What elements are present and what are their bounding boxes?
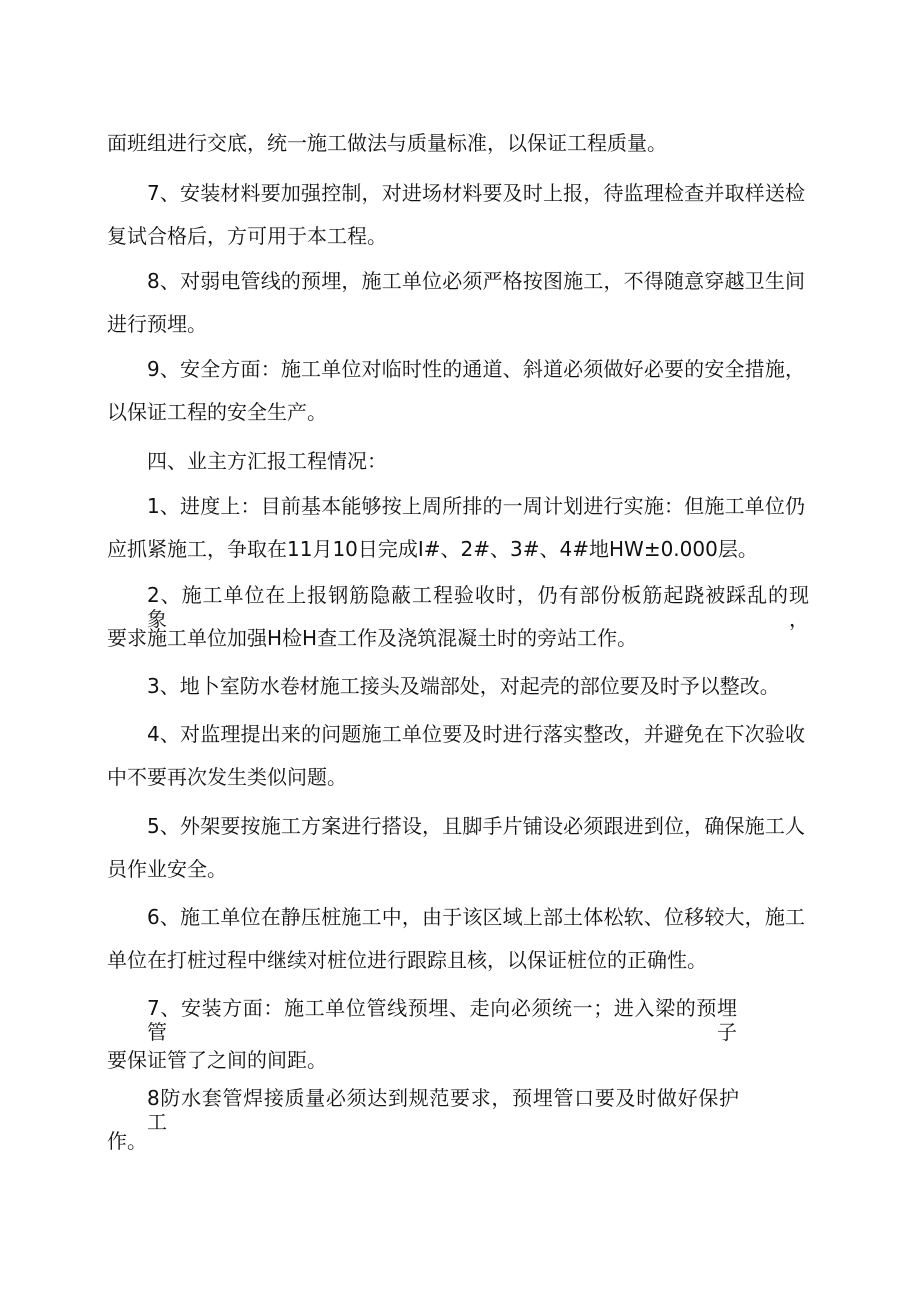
- section-heading: 四、业主方汇报工程情况：: [147, 449, 387, 473]
- text-line: 要求施工单位加强H检H查工作及浇筑混凝土时的旁站工作。: [107, 626, 638, 650]
- text-line: 员作业安全。: [107, 857, 227, 881]
- text-line: 4、对监理提出来的问题施工单位要及时进行落实整改，并避免在下次验收: [147, 722, 805, 746]
- text-line: 以保证工程的安全生产。: [107, 400, 327, 424]
- text-line: 中不要再次发生类似问题。: [107, 765, 347, 789]
- text-line: 面班组进行交底，统一施工做法与质量标准，以保证工程质量。: [107, 131, 667, 155]
- text-line: 单位在打桩过程中继续对桩位进行跟踪且核，以保证桩位的正确性。: [107, 948, 707, 972]
- text-line: 1、进度上：目前基本能够按上周所排的一周计划进行实施：但施工单位仍: [147, 494, 805, 518]
- text-line: 应抓紧施工，争取在11月10日完成I#、2#、3#、4#地HW±0.000层。: [107, 537, 758, 561]
- text-line: 作。: [107, 1129, 147, 1153]
- text-line: 5、外架要按施工方案进行搭设，且脚手片铺设必须跟进到位，确保施工人: [147, 814, 805, 838]
- text-line: 复试合格后，方可用于本工程。: [107, 224, 387, 248]
- text-line: 7、安装方面：施工单位管线预埋、走向必须统一；进入梁的预埋管子: [147, 996, 737, 1044]
- text-line: 6、施工单位在静压桩施工中，由于该区域上部土体松软、位移较大，施工: [147, 905, 805, 929]
- text-line: 进行预埋。: [107, 312, 207, 336]
- text-line: 9、安全方面：施工单位对临时性的通道、斜道必须做好必要的安全措施，: [147, 357, 805, 381]
- text-line: 要保证管了之间的间距。: [107, 1048, 327, 1072]
- text-line: 8、对弱电管线的预埋，施工单位必须严格按图施工，不得随意穿越卫生间: [147, 269, 805, 293]
- text-line: 3、地卜室防水卷材施工接头及端部处，对起壳的部位要及时予以整改。: [147, 674, 780, 698]
- text-line: 7、安装材料要加强控制，对进场材料要及时上报，待监理检查并取样送检: [147, 181, 805, 205]
- text-line: 2、施工单位在上报钢筋隐蔽工程验收时，仍有部份板筋起跷被踩乱的现象，: [147, 583, 809, 631]
- text-line: 8防水套管焊接质量必须达到规范要求，预埋管口要及时做好保护工: [147, 1086, 739, 1134]
